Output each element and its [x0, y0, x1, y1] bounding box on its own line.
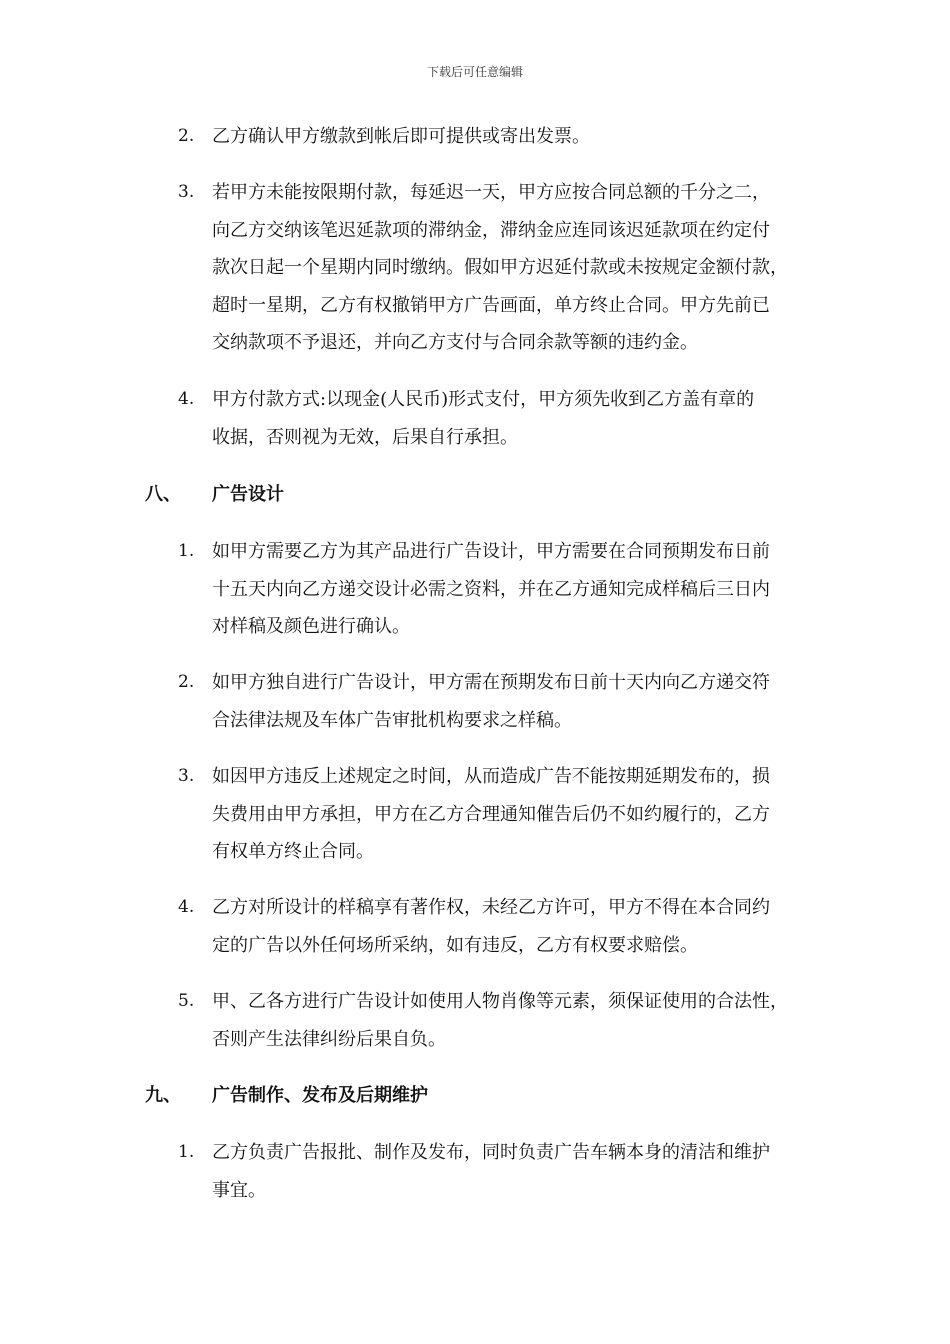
section-number: 九、: [145, 1085, 181, 1106]
item-text-line: 对样稿及颜色进行确认。: [212, 616, 410, 637]
item-text-line: 十五天内向乙方递交设计必需之资料，并在乙方通知完成样稿后三日内: [212, 578, 770, 600]
item-text-line: 事宜。: [212, 1179, 266, 1201]
item-number: 4.: [178, 897, 195, 917]
item-text-line: 甲、乙各方进行广告设计如使用人物肖像等元素，须保证使用的合法性，: [212, 991, 788, 1012]
item-text-line: 甲方付款方式:以现金(人民币)形式支付，甲方须先收到乙方盖有章的: [212, 389, 755, 410]
section-title: 广告设计: [212, 484, 284, 505]
item-number: 5.: [178, 991, 195, 1011]
item-text-line: 乙方负责广告报批、制作及发布，同时负责广告车辆本身的清洁和维护: [212, 1142, 770, 1163]
item-number: 1.: [178, 1142, 195, 1162]
item-text-line: 否则产生法律纠纷后果自负。: [212, 1028, 446, 1050]
header-note: 下载后可任意编辑: [426, 65, 523, 79]
item-text-line: 乙方确认甲方缴款到帐后即可提供或寄出发票。: [212, 126, 590, 147]
section-number: 八、: [145, 484, 181, 505]
item-number: 3.: [178, 182, 195, 202]
item-text-line: 如因甲方违反上述规定之时间，从而造成广告不能按期延期发布的，损: [212, 766, 770, 787]
item-text-line: 有权单方终止合同。: [212, 841, 374, 862]
section-heading-9: [145, 1077, 845, 1114]
item-number: 2.: [178, 126, 195, 146]
item-text-line: 若甲方未能按限期付款，每延迟一天，甲方应按合同总额的千分之二，: [212, 182, 770, 203]
section-heading-8: [145, 476, 845, 513]
section-title: 广告制作、发布及后期维护: [212, 1085, 428, 1106]
item-text-line: 向乙方交纳该笔迟延款项的滞纳金，滞纳金应连同该迟延款项在约定付: [212, 219, 770, 241]
item-number: 4.: [178, 389, 195, 409]
item-number: 2.: [178, 672, 195, 692]
item-text-line: 如甲方需要乙方为其产品进行广告设计，甲方需要在合同预期发布日前: [212, 541, 770, 562]
item-number: 1.: [178, 541, 195, 561]
item-text-line: 交纳款项不予退还，并向乙方支付与合同余款等额的违约金。: [212, 332, 698, 353]
item-text-line: 乙方对所设计的样稿享有著作权，未经乙方许可，甲方不得在本合同约: [212, 897, 770, 918]
item-text-line: 超时一星期，乙方有权撤销甲方广告画面，单方终止合同。甲方先前已: [212, 294, 770, 316]
item-text-line: 收据，否则视为无效，后果自行承担。: [212, 426, 518, 448]
item-text-line: 如甲方独自进行广告设计，甲方需在预期发布日前十天内向乙方递交符: [212, 672, 770, 693]
item-text-line: 失费用由甲方承担，甲方在乙方合理通知催告后仍不如约履行的，乙方: [212, 803, 770, 825]
item-text-line: 合法律法规及车体广告审批机构要求之样稿。: [212, 709, 572, 731]
item-text-line: 款次日起一个星期内同时缴纳。假如甲方迟延付款或未按规定金额付款，: [212, 257, 788, 278]
item-text-line: 定的广告以外任何场所采纳，如有违反，乙方有权要求赔偿。: [212, 934, 698, 956]
item-number: 3.: [178, 766, 195, 786]
